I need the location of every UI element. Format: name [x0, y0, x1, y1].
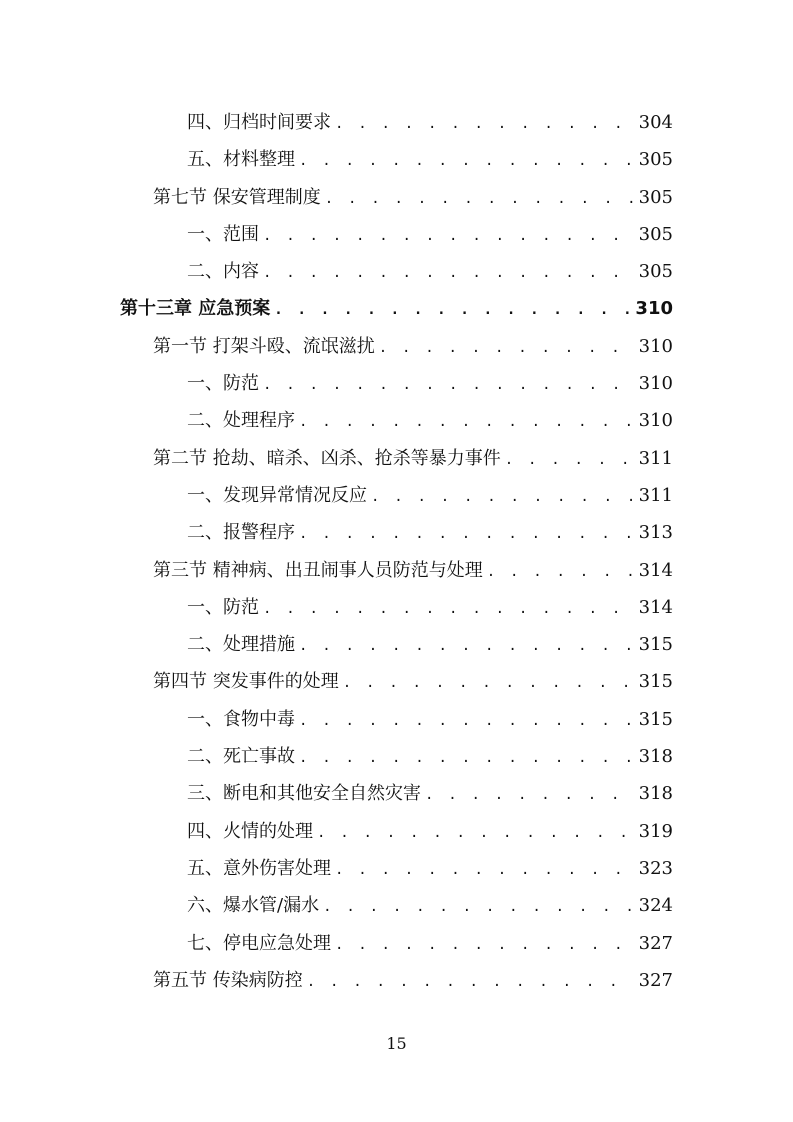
toc-entry[interactable]	[0, 249, 793, 286]
dot-leader	[505, 452, 635, 468]
toc-section[interactable]	[0, 548, 793, 585]
toc-entry-page: 315	[638, 634, 673, 656]
dot-leader	[325, 191, 635, 207]
dot-leader	[299, 638, 635, 654]
toc-entry-title: 第七节 保安管理制度	[153, 186, 321, 208]
dot-leader	[335, 116, 635, 132]
toc-entry-title: 二、报警程序	[187, 522, 295, 544]
toc-entry-title: 三、断电和其他安全自然灾害	[187, 783, 421, 805]
toc-entry[interactable]	[0, 697, 793, 734]
toc-entry-title: 二、处理措施	[187, 634, 295, 656]
toc-entry-title: 第四节 突发事件的处理	[153, 671, 339, 693]
toc-entry[interactable]	[0, 771, 793, 808]
toc-entry[interactable]	[0, 398, 793, 435]
toc-entry-page: 310	[638, 373, 673, 395]
dot-leader	[379, 340, 635, 356]
toc-entry-page: 314	[638, 559, 673, 581]
toc-entry-title: 二、处理程序	[187, 410, 295, 432]
toc-entry[interactable]	[0, 473, 793, 510]
toc-entry-title: 五、意外伤害处理	[187, 857, 331, 879]
dot-leader	[343, 675, 635, 691]
toc-entry-page: 315	[638, 671, 673, 693]
toc-entry-page: 323	[638, 857, 673, 879]
toc-entry[interactable]	[0, 921, 793, 958]
toc-entry-title: 第一节 打架斗殴、流氓滋扰	[153, 335, 375, 357]
toc-entry-page: 310	[638, 410, 673, 432]
toc-entry-page: 305	[638, 261, 673, 283]
toc-section[interactable]	[0, 958, 793, 995]
toc-entry-page: 311	[638, 484, 673, 506]
toc-entry-title: 七、停电应急处理	[187, 932, 331, 954]
table-of-contents	[0, 100, 793, 995]
toc-entry-page: 315	[638, 708, 673, 730]
toc-entry-title: 一、防范	[187, 373, 259, 395]
page-number: 15	[386, 1034, 407, 1053]
dot-leader	[299, 414, 635, 430]
dot-leader	[263, 265, 635, 281]
toc-entry[interactable]	[0, 585, 793, 622]
toc-section[interactable]	[0, 324, 793, 361]
toc-entry-page: 318	[638, 746, 673, 768]
toc-entry-title: 第五节 传染病防控	[153, 969, 303, 991]
toc-entry-page: 305	[638, 149, 673, 171]
toc-entry[interactable]	[0, 510, 793, 547]
toc-entry-page: 310	[638, 335, 673, 357]
toc-chapter[interactable]	[0, 286, 793, 323]
toc-entry-page: 324	[638, 895, 673, 917]
toc-entry-title: 四、火情的处理	[187, 820, 313, 842]
toc-entry[interactable]	[0, 809, 793, 846]
toc-entry[interactable]	[0, 137, 793, 174]
toc-entry-page: 327	[638, 969, 673, 991]
dot-leader	[299, 526, 635, 542]
toc-entry-title: 一、范围	[187, 223, 259, 245]
dot-leader	[425, 787, 635, 803]
toc-entry[interactable]	[0, 100, 793, 137]
toc-entry-page: 319	[638, 820, 673, 842]
dot-leader	[299, 153, 635, 169]
toc-entry-page: 305	[638, 223, 673, 245]
toc-entry-page: 305	[638, 186, 673, 208]
dot-leader	[263, 377, 635, 393]
toc-entry-page: 310	[635, 298, 673, 320]
toc-entry-title: 一、发现异常情况反应	[187, 484, 367, 506]
toc-entry[interactable]	[0, 212, 793, 249]
toc-entry[interactable]	[0, 883, 793, 920]
toc-entry-title: 四、归档时间要求	[187, 112, 331, 133]
toc-entry-title: 第二节 抢劫、暗杀、凶杀、抢杀等暴力事件	[153, 447, 501, 469]
toc-entry-title: 一、食物中毒	[187, 708, 295, 730]
dot-leader	[317, 825, 635, 841]
toc-entry-title: 二、内容	[187, 261, 259, 283]
toc-entry[interactable]	[0, 846, 793, 883]
toc-entry-title: 二、死亡事故	[187, 746, 295, 768]
dot-leader	[263, 228, 635, 244]
dot-leader	[299, 750, 635, 766]
toc-entry-title: 五、材料整理	[187, 149, 295, 171]
toc-entry-page: 314	[638, 596, 673, 618]
dot-leader	[487, 564, 635, 580]
toc-section[interactable]	[0, 175, 793, 212]
dot-leader	[323, 899, 635, 915]
dot-leader	[307, 974, 635, 990]
toc-entry[interactable]	[0, 734, 793, 771]
dot-leader	[335, 937, 635, 953]
toc-entry[interactable]	[0, 622, 793, 659]
dot-leader	[335, 862, 635, 878]
dot-leader	[299, 713, 635, 729]
toc-entry-page: 327	[638, 932, 673, 954]
dot-leader	[371, 489, 635, 505]
toc-entry-page: 318	[638, 783, 673, 805]
toc-entry[interactable]	[0, 361, 793, 398]
toc-chapter-title: 第十三章 应急预案	[120, 298, 271, 320]
dot-leader	[263, 601, 635, 617]
toc-entry-title: 六、爆水管/漏水	[187, 895, 320, 917]
toc-section[interactable]	[0, 436, 793, 473]
toc-entry-page: 311	[638, 447, 673, 469]
dot-leader	[274, 302, 631, 318]
toc-entry-title: 第三节 精神病、出丑闹事人员防范与处理	[153, 559, 483, 581]
toc-entry-page: 304	[638, 112, 673, 133]
toc-entry-page: 313	[638, 522, 673, 544]
toc-section[interactable]	[0, 659, 793, 696]
toc-entry-title: 一、防范	[187, 596, 259, 618]
